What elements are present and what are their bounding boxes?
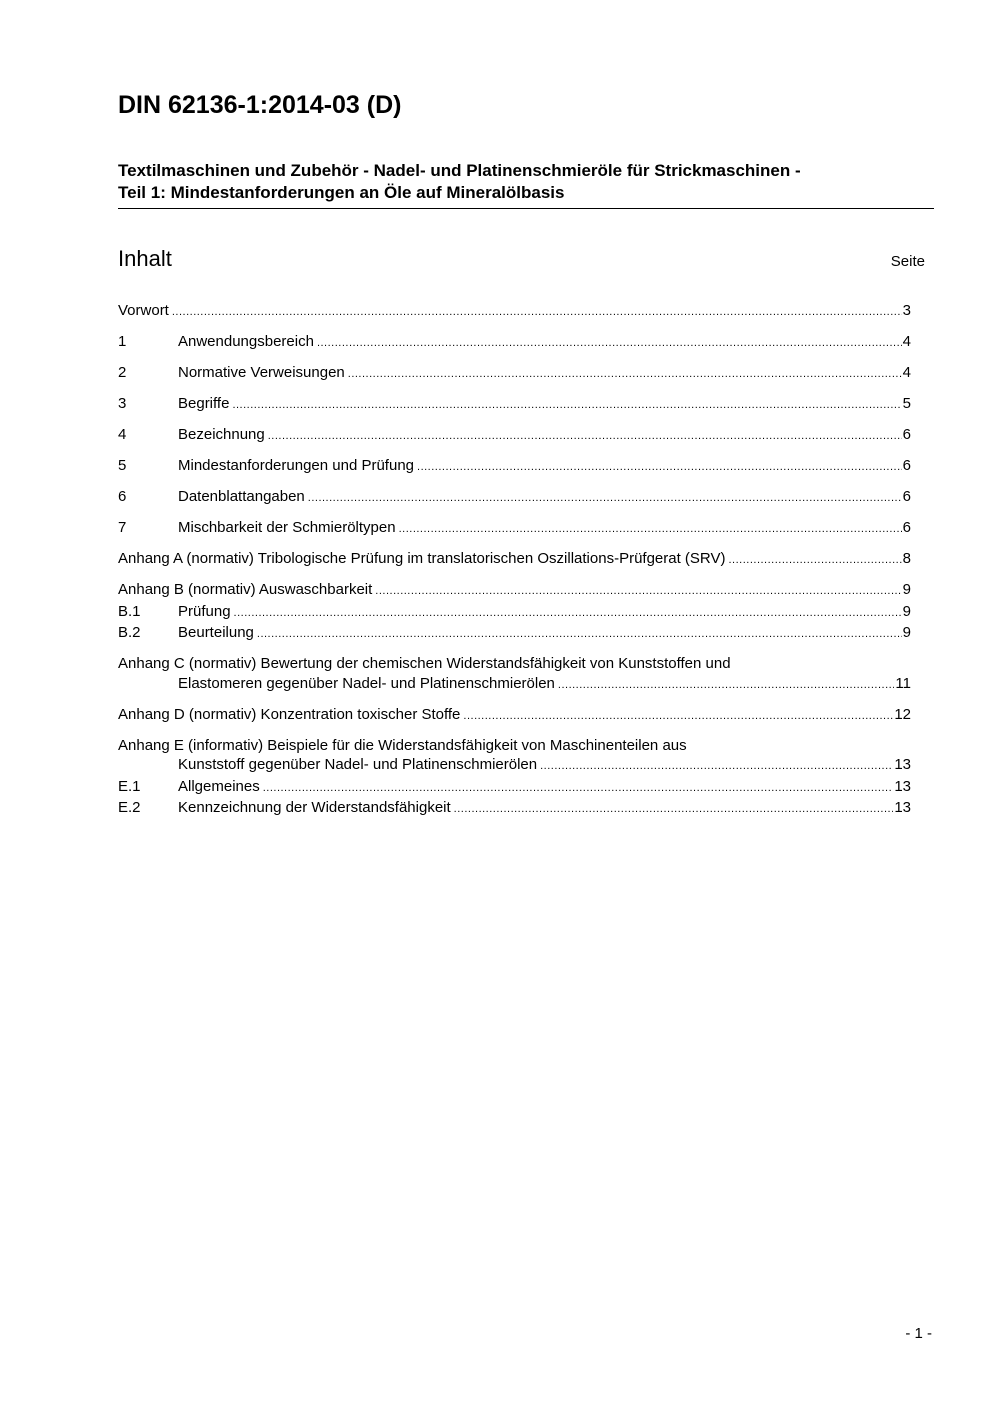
toc-entry-1[interactable]	[118, 332, 911, 354]
toc-entry-page: 13	[894, 777, 911, 795]
toc-entry-page: 6	[902, 457, 911, 474]
document-title: DIN 62136-1:2014-03 (D)	[118, 91, 402, 119]
page-number: - 1 -	[905, 1325, 932, 1342]
toc-group	[118, 332, 911, 354]
toc-entry-page: 9	[902, 581, 911, 598]
subtitle-line-2: Teil 1: Mindestanforderungen an Öle auf Mineralölbasis	[118, 183, 565, 202]
toc-entry-number: 6	[118, 488, 127, 505]
toc-dot-leader	[232, 396, 901, 416]
toc-heading: Inhalt	[118, 246, 172, 271]
toc-entry-title: Mindestanforderungen und Prüfung	[178, 457, 415, 474]
toc-entry-title: Normative Verweisungen	[178, 364, 345, 381]
toc-group	[118, 301, 911, 323]
toc-entry-title-continued: Elastomeren gegenüber Nadel- und Platinenschmierölen	[178, 674, 555, 692]
toc-entry-number: 1	[118, 333, 127, 350]
toc-group	[118, 580, 911, 645]
toc-entry-title: Datenblattangaben	[178, 488, 305, 505]
toc-entry-anhang-b[interactable]	[118, 580, 911, 602]
toc-group	[118, 425, 911, 447]
toc-entry-page: 6	[902, 426, 911, 443]
toc-entry-number: 5	[118, 457, 127, 474]
toc-entry-b2[interactable]	[118, 623, 911, 645]
toc-dot-leader	[317, 334, 902, 354]
toc-dot-leader	[729, 551, 902, 571]
toc-entry-title: Anhang E (informativ) Beispiele für die Widerstandsfähigkeit von Maschinenteilen aus	[118, 736, 687, 754]
toc-group	[118, 549, 911, 571]
toc-dot-leader	[375, 582, 901, 602]
toc-entry-number: E.2	[118, 799, 141, 816]
toc-entry-anhang-c[interactable]	[118, 654, 911, 674]
table-of-contents	[118, 301, 911, 829]
toc-dot-leader	[308, 489, 902, 509]
toc-entry-page: 13	[894, 799, 911, 816]
toc-group	[118, 736, 911, 820]
toc-entry-2[interactable]	[118, 363, 911, 385]
toc-entry-6[interactable]	[118, 487, 911, 509]
toc-dot-leader	[463, 707, 893, 727]
toc-entry-title: Anhang C (normativ) Bewertung der chemischen Widerstandsfähigkeit von Kunststoffen und	[118, 655, 731, 672]
toc-entry-number: E.1	[118, 777, 141, 795]
toc-dot-leader	[558, 676, 895, 696]
toc-dot-leader	[234, 604, 902, 624]
toc-entry-number: 4	[118, 426, 127, 443]
toc-entry-title: Anhang B (normativ) Auswaschbarkeit	[118, 581, 373, 598]
toc-dot-leader	[268, 427, 902, 447]
toc-entry-number: B.1	[118, 602, 141, 620]
toc-group	[118, 456, 911, 478]
toc-entry-title: Anwendungsbereich	[178, 333, 314, 350]
toc-entry-anhang-a[interactable]	[118, 549, 911, 571]
toc-entry-5[interactable]	[118, 456, 911, 478]
toc-entry-vorwort[interactable]	[118, 301, 911, 323]
document-subtitle	[118, 160, 934, 209]
toc-group	[118, 705, 911, 727]
toc-entry-title: Beurteilung	[178, 624, 254, 641]
toc-entry-page: 8	[902, 550, 911, 567]
toc-entry-title: Anhang D (normativ) Konzentration toxischer Stoffe	[118, 705, 461, 723]
toc-group	[118, 363, 911, 385]
toc-dot-leader	[172, 303, 902, 323]
toc-entry-title: Anhang A (normativ) Tribologische Prüfung im translatorischen Oszillations-Prüfgerat (SRV)	[118, 550, 726, 567]
toc-entry-page: 12	[894, 705, 911, 723]
toc-entry-title: Mischbarkeit der Schmieröltypen	[178, 519, 396, 536]
toc-entry-number: B.2	[118, 624, 141, 641]
toc-entry-title: Kennzeichnung der Widerstandsfähigkeit	[178, 799, 451, 816]
toc-entry-page: 13	[894, 756, 911, 773]
toc-entry-title: Bezeichnung	[178, 426, 265, 443]
toc-entry-anhang-e[interactable]	[118, 736, 911, 756]
toc-entry-title: Allgemeines	[178, 777, 260, 795]
toc-entry-page: 6	[902, 519, 911, 536]
toc-dot-leader	[348, 365, 902, 385]
toc-group	[118, 654, 911, 695]
toc-entry-number: 2	[118, 364, 127, 381]
toc-entry-anhang-e-continued[interactable]	[118, 755, 911, 777]
subtitle-line-1: Textilmaschinen und Zubehör - Nadel- und Platinenschmieröle für Strickmaschinen -	[118, 161, 801, 180]
toc-entry-page: 4	[902, 364, 911, 381]
toc-entry-title: Prüfung	[178, 602, 231, 620]
toc-entry-page: 3	[902, 302, 911, 319]
toc-entry-number: 7	[118, 519, 127, 536]
toc-entry-number: 3	[118, 395, 127, 412]
toc-entry-page: 11	[895, 674, 911, 692]
toc-entry-anhang-d[interactable]	[118, 705, 911, 727]
toc-dot-leader	[257, 625, 902, 645]
toc-entry-title: Begriffe	[178, 395, 230, 412]
toc-group	[118, 487, 911, 509]
toc-entry-title-continued: Kunststoff gegenüber Nadel- und Platinenschmierölen	[178, 756, 538, 773]
toc-entry-title: Vorwort	[118, 302, 169, 319]
toc-dot-leader	[263, 779, 894, 799]
toc-entry-page: 6	[902, 488, 911, 505]
toc-entry-4[interactable]	[118, 425, 911, 447]
toc-dot-leader	[540, 757, 893, 777]
toc-page-column-heading: Seite	[890, 253, 925, 270]
toc-entry-page: 9	[902, 602, 911, 620]
toc-entry-anhang-c-continued[interactable]	[118, 674, 911, 696]
toc-entry-page: 4	[902, 333, 911, 350]
toc-entry-7[interactable]	[118, 518, 911, 540]
toc-entry-e2[interactable]	[118, 798, 911, 820]
toc-entry-page: 5	[902, 395, 911, 412]
toc-group	[118, 394, 911, 416]
toc-dot-leader	[417, 458, 902, 478]
toc-entry-3[interactable]	[118, 394, 911, 416]
toc-group	[118, 518, 911, 540]
toc-entry-b1[interactable]	[118, 602, 911, 624]
toc-entry-page: 9	[902, 624, 911, 641]
toc-dot-leader	[399, 520, 902, 540]
toc-entry-e1[interactable]	[118, 777, 911, 799]
toc-dot-leader	[454, 800, 894, 820]
